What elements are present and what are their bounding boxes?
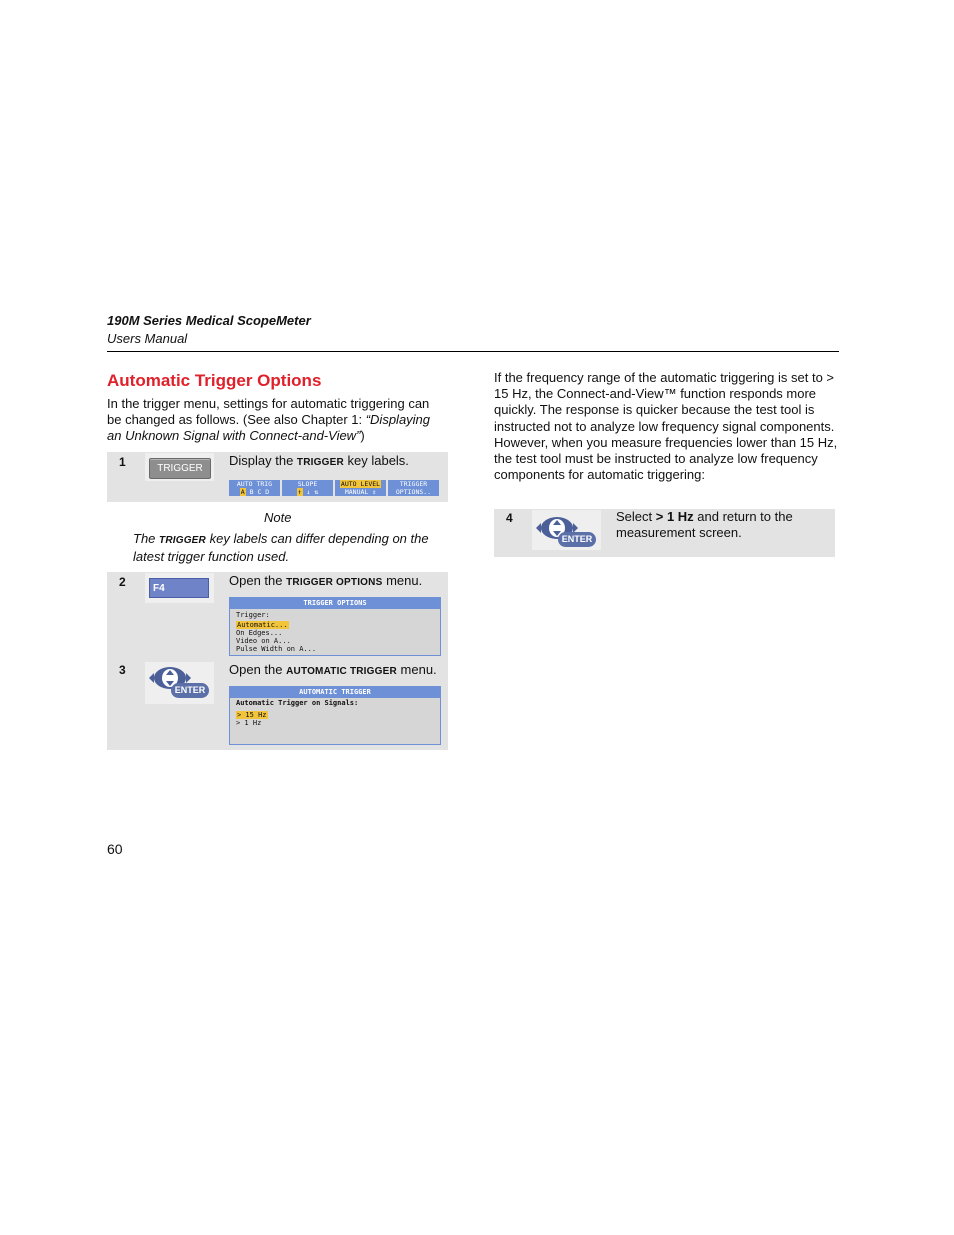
softkey-auto-trig[interactable]: AUTO TRIG A B C D xyxy=(229,480,280,496)
lcd-line-auto-trigger-label: Automatic Trigger on Signals: xyxy=(236,699,359,707)
softkey-bar xyxy=(229,480,439,496)
softkey-trigger-options[interactable]: TRIGGER OPTIONS.. xyxy=(388,480,439,496)
automatic-trigger-screen-title: AUTOMATIC TRIGGER xyxy=(230,687,440,698)
note-body: The TRIGGER key labels can differ depending on the latest trigger function used. xyxy=(133,531,429,564)
softkey-auto-level[interactable]: AUTO LEVEL MANUAL ⇕ xyxy=(335,480,386,496)
step-3-number: 3 xyxy=(119,663,126,677)
lcd-option-video[interactable]: Video on A... xyxy=(236,637,291,645)
lcd-option-on-edges[interactable]: On Edges... xyxy=(236,629,283,637)
enter-key[interactable]: ENTER xyxy=(558,532,596,547)
automatic-trigger-screen xyxy=(229,686,441,745)
step-4-number: 4 xyxy=(506,511,513,525)
step-4-icon-cell xyxy=(532,510,601,550)
lcd-line-trigger-label: Trigger: xyxy=(236,611,270,619)
lcd-option-automatic[interactable]: Automatic... xyxy=(237,621,288,629)
intro-paragraph xyxy=(107,396,447,445)
enter-key[interactable]: ENTER xyxy=(171,683,209,698)
step-2-number: 2 xyxy=(119,575,126,589)
intro-text: In the trigger menu, settings for automatic triggering can be changed as follows. (See also Chapter 1: xyxy=(107,396,430,428)
intro-close: ) xyxy=(360,428,365,444)
step-1-text: Display the TRIGGER key labels. xyxy=(229,453,409,468)
intro-reference: “Displaying an Unknown Signal with Connect-and-View” xyxy=(107,412,431,444)
step-1-number: 1 xyxy=(119,455,126,469)
right-paragraph: If the frequency range of the automatic triggering is set to > 15 Hz, the Connect-and-View™ function responds more quickly. The response is quicker because the test tool is instructed not to analyze low frequency signal components. However, when you measure frequencies lower than 15 Hz, the test tool must be instructed to analyze low frequency components for automatic triggering: xyxy=(494,370,838,483)
trigger-key[interactable]: TRIGGER xyxy=(149,458,211,479)
step-4-box xyxy=(494,509,835,557)
lcd-option-15hz[interactable]: > 15 Hz xyxy=(237,711,267,719)
header-divider xyxy=(107,351,839,352)
lcd-option-1hz[interactable]: > 1 Hz xyxy=(236,719,262,727)
step-3-text: Open the AUTOMATIC TRIGGER menu. xyxy=(229,662,437,677)
note-heading: Note xyxy=(264,510,292,525)
page-number: 60 xyxy=(107,841,123,857)
step-3-icon-cell xyxy=(145,662,214,704)
steps-2-3-box xyxy=(107,572,448,750)
manual-title: 190M Series Medical ScopeMeter xyxy=(107,313,311,328)
trigger-options-screen xyxy=(229,597,441,656)
trigger-options-screen-title: TRIGGER OPTIONS xyxy=(230,598,440,609)
step-1-icon-cell xyxy=(145,453,214,481)
step-1-box xyxy=(107,452,448,502)
step-4-text: Select > 1 Hz and return to the measurement screen. xyxy=(616,509,793,540)
step-2-icon-cell xyxy=(145,573,214,603)
lcd-option-pulse-width[interactable]: Pulse Width on A... xyxy=(236,645,317,653)
section-title: Automatic Trigger Options xyxy=(107,371,322,390)
step-2-text: Open the TRIGGER OPTIONS menu. xyxy=(229,573,423,588)
softkey-slope[interactable]: SLOPE ↑ ↓ ⇅ xyxy=(282,480,333,496)
f4-key[interactable]: F4 xyxy=(149,578,209,598)
manual-subtitle: Users Manual xyxy=(107,331,188,346)
